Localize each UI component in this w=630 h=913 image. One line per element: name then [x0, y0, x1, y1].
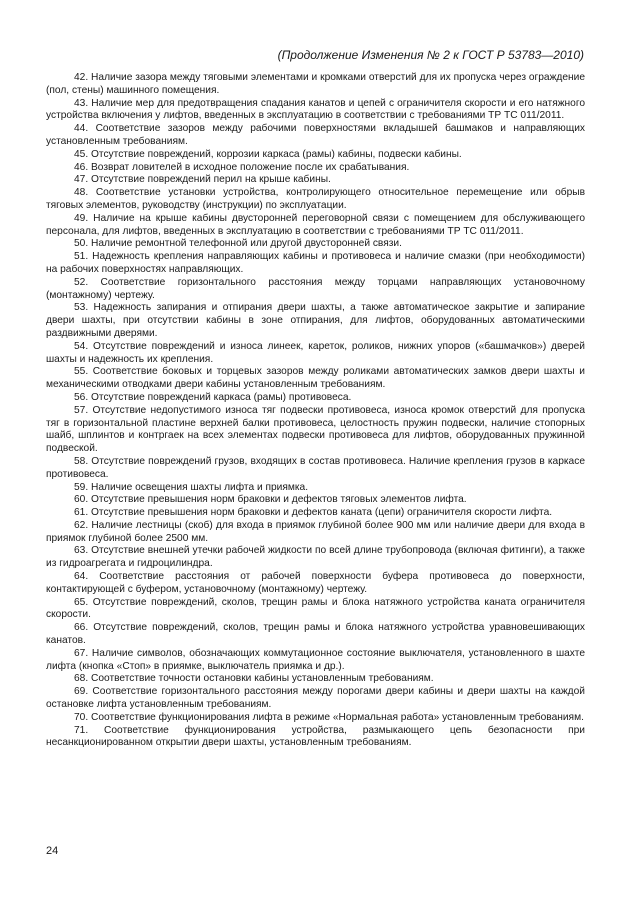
list-item: 63. Отсутствие внешней утечки рабочей жидкости по всей длине трубопровода (включая фитинги), а также из гидроагрегата и гидроцилиндра. [46, 545, 585, 570]
list-item: 47. Отсутствие повреждений перил на крыше кабины. [74, 174, 331, 186]
list-item: 71. Соответствие функционирования устройства, размыкающего цепь безопасности при несанкционированном открытии двери шахты, установленным требованиям. [46, 724, 585, 749]
list-item: 45. Отсутствие повреждений, коррозии каркаса (рамы) кабины, подвески кабины. [74, 148, 462, 160]
list-item: 66. Отсутствие повреждений, сколов, трещин рамы и блока натяжного устройства уравновешивающих канатов. [46, 622, 585, 647]
list-item: 42. Наличие зазора между тяговыми элементами и кромками отверстий для их пропуска через ограждение (пол, стены) машинного помещения. [46, 72, 585, 96]
list-item: 49. Наличие на крыше кабины двусторонней переговорной связи с помещением для обслуживающего персонала, для лифтов, введенных в эксплуатацию в соответствии с требованиями ТР ТС 011/2011. [46, 212, 585, 237]
list-item: 55. Соответствие боковых и торцевых зазоров между роликами автоматических замков двери шахты и механическими отводками двери кабины установленным требованиям. [46, 366, 585, 391]
list-item: 57. Отсутствие недопустимого износа тяг подвески противовеса, износа кромок отверстий для пропуска тяг в горизонтальной пластине верхней балки противовеса, целостность пружин подвески, наличие стопорных шайб, шплинтов и контргаек на всех элементах подвески противовеса для лифтов, оборудованных пружинной подвеской. [46, 404, 585, 455]
list-item: 50. Наличие ремонтной телефонной или другой двусторонней связи. [74, 238, 402, 250]
list-item: 70. Соответствие функционирования лифта в режиме «Нормальная работа» установленным требованиям. [74, 711, 584, 723]
list-item: 54. Отсутствие повреждений и износа линеек, кареток, роликов, нижних упоров («башмачков») дверей шахты и надежность их крепления. [46, 340, 585, 365]
list-item: 53. Надежность запирания и отпирания двери шахты, а также автоматическое закрытие и запирание двери шахты, при отсутствии кабины в зоне отпирания, для лифтов, оборудованных автоматическими раздвижными дверями. [46, 302, 585, 339]
document-body [46, 72, 585, 750]
list-item: 44. Соответствие зазоров между рабочими поверхностями вкладышей башмаков и направляющих установленным требованиям. [46, 123, 585, 147]
list-item: 51. Надежность крепления направляющих кабины и противовеса и наличие смазки (при необходимости) на рабочих поверхностях направляющих. [46, 251, 585, 275]
list-item: 65. Отсутствие повреждений, сколов, трещин рамы и блока натяжного устройства каната ограничителя скорости. [46, 596, 585, 621]
list-item: 46. Возврат ловителей в исходное положение после их срабатывания. [74, 161, 410, 173]
list-item: 67. Наличие символов, обозначающих коммутационное состояние выключателя, установленного в шахте лифта (кнопка «Стоп» в приямке, выключатель приямка и др.). [46, 647, 585, 672]
list-item: 52. Соответствие горизонтального расстояния между торцами направляющих установочному (монтажному) чертежу. [46, 276, 585, 301]
list-item: 61. Отсутствие превышения норм браковки и дефектов каната (цепи) ограничителя скорости лифта. [74, 507, 553, 519]
list-item: 69. Соответствие горизонтального расстояния между порогами двери кабины и двери шахты на каждой остановке лифта установленным требованиям. [46, 686, 585, 711]
list-item: 64. Соответствие расстояния от рабочей поверхности буфера противовеса до поверхности, контактирующей с буфером, установочному (монтажному) чертежу. [46, 571, 585, 595]
list-item: 60. Отсутствие превышения норм браковки и дефектов тяговых элементов лифта. [74, 494, 467, 506]
list-item: 58. Отсутствие повреждений грузов, входящих в состав противовеса. Наличие крепления грузов в каркасе противовеса. [46, 455, 585, 480]
page-number: 24 [46, 845, 59, 857]
list-item: 48. Соответствие установки устройства, контролирующего относительное перемещение или обрыв тяговых элементов, руководству (инструкции) по эксплуатации. [46, 187, 585, 211]
list-item: 43. Наличие мер для предотвращения спадания канатов и цепей с ограничителя скорости и его натяжного устройства включения у лифтов, введенных в эксплуатацию в соответствии с требованиями ТР ТС 011/2011. [46, 97, 585, 122]
list-item: 56. Отсутствие повреждений каркаса (рамы) противовеса. [74, 391, 352, 403]
list-item: 68. Соответствие точности остановки кабины установленным требованиям. [74, 673, 434, 685]
list-item: 59. Наличие освещения шахты лифта и приямка. [74, 481, 309, 493]
page-header: (Продолжение Изменения № 2 к ГОСТ Р 53783—2010) [277, 48, 584, 62]
list-item: 62. Наличие лестницы (скоб) для входа в приямок глубиной более 900 мм или наличие двери для входа в приямок глубиной более 2500 мм. [46, 519, 585, 544]
